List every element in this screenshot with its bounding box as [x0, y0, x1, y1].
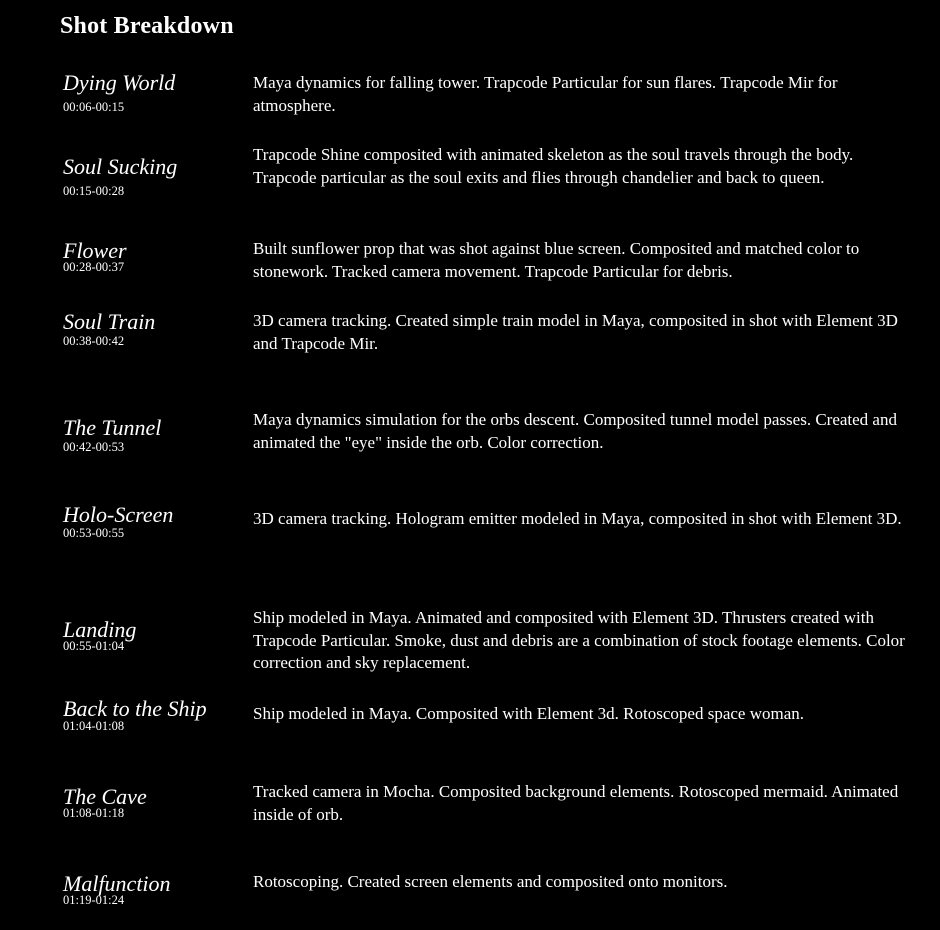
shot-time: 00:38-00:42	[63, 334, 125, 348]
shot-name: The Cave	[63, 784, 147, 809]
shot-name: Dying World	[63, 70, 176, 95]
shot-description: 3D camera tracking. Hologram emitter modeled in Maya, composited in shot with Element 3D.	[253, 509, 902, 528]
shot-time: 00:15-00:28	[63, 184, 125, 198]
shot-description: 3D camera tracking. Created simple train model in Maya, composited in shot with Element 3D and Trapcode Mir.	[253, 311, 898, 353]
shot-description: Rotoscoping. Created screen elements and composited onto monitors.	[253, 872, 728, 891]
shot-name: Landing	[63, 617, 137, 642]
shot-name: Malfunction	[63, 871, 171, 896]
shot-time: 00:55-01:04	[63, 639, 125, 653]
shot-name: Flower	[63, 238, 127, 263]
shot-time: 01:08-01:18	[63, 806, 125, 820]
shot-time: 01:04-01:08	[63, 719, 125, 733]
shot-time: 01:19-01:24	[63, 893, 125, 907]
shot-description: Tracked camera in Mocha. Composited background elements. Rotoscoped mermaid. Animated inside of orb.	[253, 782, 899, 824]
shot-time: 00:53-00:55	[63, 526, 125, 540]
shot-description: Built sunflower prop that was shot against blue screen. Composited and matched color to stonework. Tracked camera movement. Trapcode Particular for debris.	[253, 239, 860, 281]
shot-name: The Tunnel	[63, 415, 162, 440]
page-title: Shot Breakdown	[60, 13, 234, 39]
shot-name: Soul Train	[63, 309, 156, 334]
shot-description: Maya dynamics simulation for the orbs descent. Composited tunnel model passes. Created and animated the "eye" inside the orb. Color correction.	[253, 410, 897, 452]
shot-description: Ship modeled in Maya. Composited with Element 3d. Rotoscoped space woman.	[253, 704, 804, 723]
shot-name: Back to the Ship	[63, 696, 207, 721]
shot-time: 00:06-00:15	[63, 100, 125, 114]
shot-name: Holo-Screen	[63, 502, 174, 527]
shot-description: Ship modeled in Maya. Animated and composited with Element 3D. Thrusters created with Trapcode Particular. Smoke, dust and debris are a combination of stock footage elements. Color correction and sky replacement.	[253, 608, 905, 672]
shot-name: Soul Sucking	[63, 154, 178, 179]
shot-description: Trapcode Shine composited with animated skeleton as the soul travels through the body. Trapcode particular as the soul exits and flies through chandelier and back to queen.	[253, 145, 854, 187]
shot-time: 00:42-00:53	[63, 440, 125, 454]
shot-time: 00:28-00:37	[63, 260, 125, 274]
shot-description: Maya dynamics for falling tower. Trapcode Particular for sun flares. Trapcode Mir for atmosphere.	[253, 73, 838, 115]
